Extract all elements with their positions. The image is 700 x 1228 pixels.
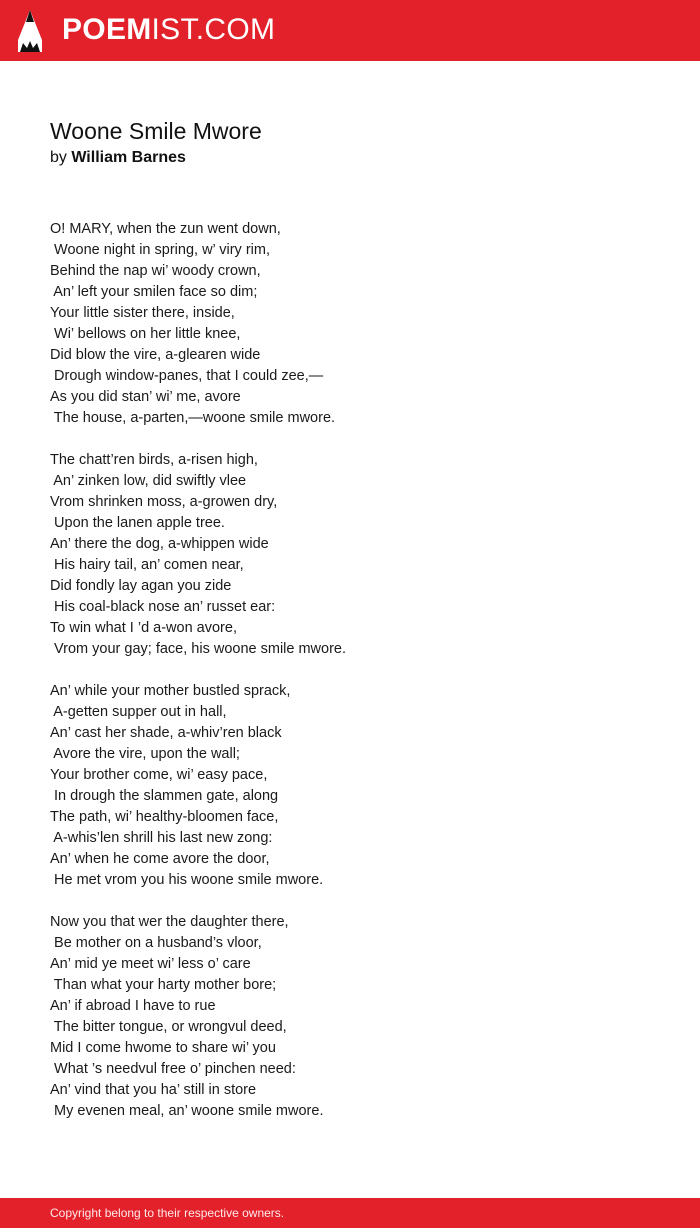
pencil-tip-icon[interactable] (18, 10, 42, 52)
poem-line: An’ if abroad I have to rue (50, 998, 216, 1014)
poem-line: An’ when he come avore the door, (50, 851, 270, 867)
poem-line: He met vrom you his woone smile mwore. (50, 872, 324, 888)
poem-line: The path, wi’ healthy-bloomen face, (50, 809, 279, 825)
poem-stanza (50, 912, 670, 1122)
site-footer (0, 1198, 700, 1228)
poem-line: Be mother on a husband’s vloor, (50, 935, 262, 951)
byline (50, 148, 186, 168)
site-header (0, 0, 700, 61)
poem-line: Your little sister there, inside, (50, 305, 235, 321)
poem-line: In drough the slammen gate, along (50, 788, 279, 804)
author-name: William Barnes (71, 149, 186, 166)
poem-line: Upon the lanen apple tree. (50, 515, 225, 531)
poem-line: The house, a-parten,—woone smile mwore. (50, 410, 336, 426)
poem-line: The bitter tongue, or wrongvul deed, (50, 1019, 287, 1035)
poem-line: O! MARY, when the zun went down, (50, 221, 281, 237)
poem-line: An’ while your mother bustled sprack, (50, 683, 291, 699)
poem-line: Than what your harty mother bore; (50, 977, 277, 993)
poem-line: His hairy tail, an’ comen near, (50, 557, 244, 573)
poem-line: A-whis’len shrill his last new zong: (50, 830, 273, 846)
poem-stanza (50, 681, 670, 891)
poem-line: Wi’ bellows on her little knee, (50, 326, 241, 342)
poem-line: Behind the nap wi’ woody crown, (50, 263, 261, 279)
poem-stanza (50, 450, 670, 660)
poem-line: Now you that wer the daughter there, (50, 914, 289, 930)
poem-line: Vrom shrinken moss, a-growen dry, (50, 494, 278, 510)
poem-line: Did blow the vire, a-glearen wide (50, 347, 261, 363)
poem-body (50, 219, 670, 1143)
poem-line: What ’s needvul free o’ pinchen need: (50, 1061, 296, 1077)
poem-line: Woone night in spring, w’ viry rim, (50, 242, 270, 258)
poem-line: Did fondly lay agan you zide (50, 578, 232, 594)
poem-line: My evenen meal, an’ woone smile mwore. (50, 1103, 324, 1119)
poem-line: Vrom your gay; face, his woone smile mwore. (50, 641, 347, 657)
poem-line: A-getten supper out in hall, (50, 704, 227, 720)
poem-line: An’ zinken low, did swiftly vlee (50, 473, 247, 489)
poem-line: Your brother come, wi’ easy pace, (50, 767, 268, 783)
logo-light-text: IST.COM (151, 13, 276, 46)
poem-line: An’ mid ye meet wi’ less o’ care (50, 956, 251, 972)
poem-line: The chatt’ren birds, a-risen high, (50, 452, 258, 468)
poem-line: As you did stan’ wi’ me, avore (50, 389, 241, 405)
poem-line: Avore the vire, upon the wall; (50, 746, 240, 762)
poem-stanza (50, 219, 670, 429)
site-logo[interactable] (62, 12, 275, 48)
poem-line: To win what I ’d a-won avore, (50, 620, 237, 636)
logo-bold-text: POEM (62, 13, 152, 46)
poem-line: His coal-black nose an’ russet ear: (50, 599, 276, 615)
poem-line: An’ there the dog, a-whippen wide (50, 536, 269, 552)
copyright-text: Copyright belong to their respective owners. (50, 1206, 285, 1220)
by-label: by (50, 149, 72, 166)
poem-line: An’ cast her shade, a-whiv’ren black (50, 725, 282, 741)
poem-title: Woone Smile Mwore (50, 118, 262, 144)
poem-line: An’ left your smilen face so dim; (50, 284, 258, 300)
poem-line: Mid I come hwome to share wi’ you (50, 1040, 276, 1056)
poem-line: An’ vind that you ha’ still in store (50, 1082, 257, 1098)
poem-line: Drough window-panes, that I could zee,— (50, 368, 324, 384)
